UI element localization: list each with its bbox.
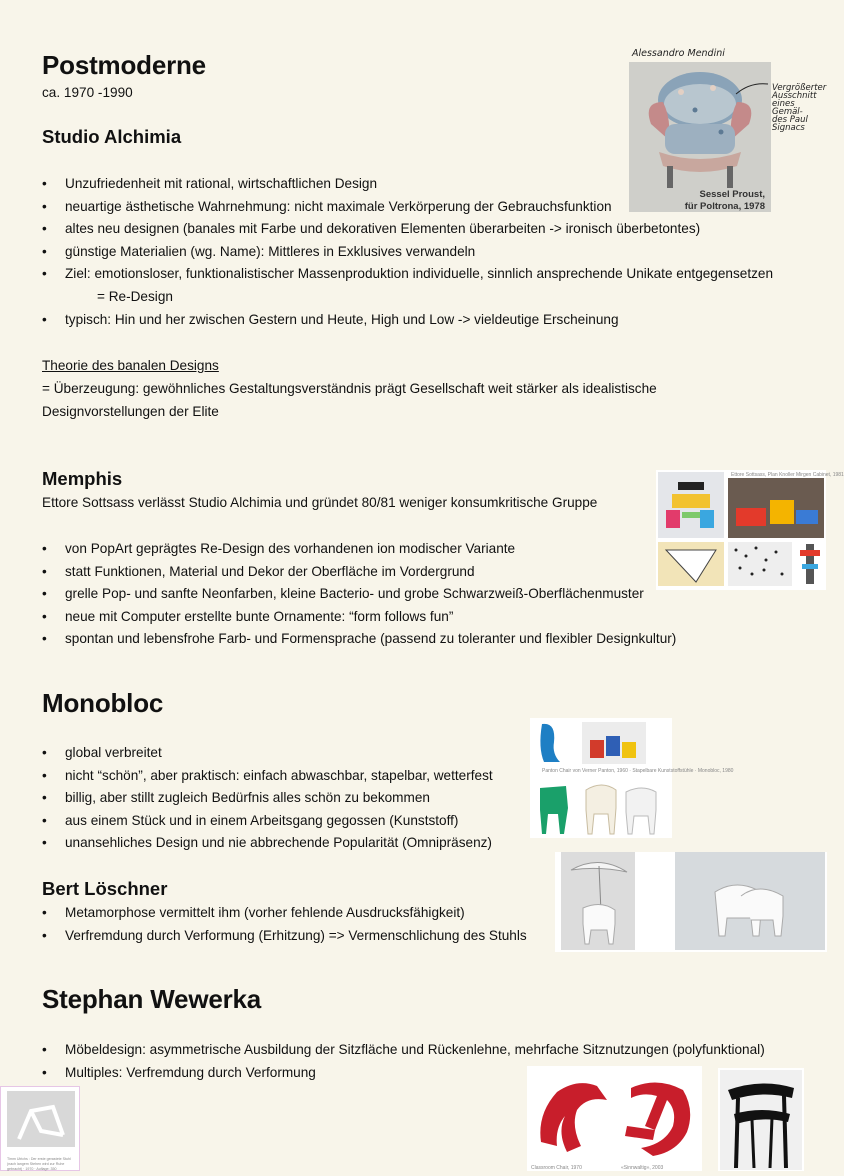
list-item: • Unzufriedenheit mit rational, wirtschaftlichen Design — [42, 173, 773, 196]
wewerka-red-chairs-image — [527, 1066, 702, 1171]
handwritten-note — [772, 84, 828, 132]
list-item-continuation: = Re-Design — [97, 288, 173, 304]
list-item: • Verfremdung durch Verformung (Erhitzung) => Vermenschlichung des Stuhls — [42, 925, 527, 948]
note-line: Ausschnitt — [772, 91, 817, 101]
red-chairs-illustration — [527, 1066, 702, 1162]
note-line: eines Gemäl- — [772, 99, 803, 117]
wewerka-black-chair-image — [718, 1068, 804, 1171]
annotation-arrow-icon — [730, 80, 770, 100]
section-title-alchimia: Studio Alchimia — [42, 126, 182, 147]
theory-text-line-2: Designvorstellungen der Elite — [42, 404, 219, 419]
memphis-bullet-list — [42, 538, 676, 651]
list-item: • typisch: Hin und her zwischen Gestern und Heute, High und Low -> vieldeutige Erscheinung — [42, 309, 773, 332]
list-item: • günstige Materialien (wg. Name): Mittleres in Exklusives verwandeln — [42, 241, 773, 264]
handwritten-designer-name: Alessandro Mendini — [632, 48, 725, 59]
list-item: • neue mit Computer erstellte bunte Ornamente: “form follows fun” — [42, 606, 676, 629]
section-title-monobloc: Monobloc — [42, 688, 164, 718]
theory-text-line-1: = Überzeugung: gewöhnliches Gestaltungsverständnis prägt Gesellschaft weit stärker als idealistische — [42, 381, 657, 396]
note-line: Signacs — [772, 123, 805, 133]
proust-caption-2: für Poltrona, 1978 — [684, 201, 765, 212]
list-item: • von PopArt geprägtes Re-Design des vorhandenen ion modischer Variante — [42, 538, 676, 561]
section-title-wewerka: Stephan Wewerka — [42, 984, 262, 1014]
timm-ulrichs-image — [0, 1086, 80, 1171]
list-item: • Möbeldesign: asymmetrische Ausbildung der Sitzfläche und Rückenlehne, mehrfache Sitznutzungen (polyfunktional) — [42, 1039, 765, 1062]
black-chair-illustration — [718, 1068, 804, 1171]
wewerka-caption-2: «Sinnwaltig», 2003 — [621, 1165, 664, 1171]
list-item: • neuartige ästhetische Wahrnehmung: nicht maximale Verkörperung der Gebrauchsfunktion — [42, 196, 773, 219]
loeschner-illustration — [555, 852, 827, 952]
list-item: • global verbreitet — [42, 742, 493, 765]
monobloc-image-collage — [530, 718, 734, 838]
proust-caption-1: Sessel Proust, — [699, 189, 765, 200]
timm-ulrichs-caption: Timm Ulrichs : Der erste gerastete Stuhl (nach langem Stehen wird zur Ruhe gebracht) · 1970 · Auflage: 350 — [7, 1157, 71, 1171]
list-item: • Metamorphose vermittelt ihm (vorher fehlende Ausdrucksfähigkeit) — [42, 902, 527, 925]
memphis-intro: Ettore Sottsass verlässt Studio Alchimia und gründet 80/81 weniger konsumkritische Gruppe — [42, 495, 598, 510]
section-title-memphis: Memphis — [42, 468, 123, 489]
list-item: • statt Funktionen, Material und Dekor der Oberfläche im Vordergrund — [42, 561, 676, 584]
note-line: Vergrößerter — [772, 83, 827, 93]
loeschner-images — [555, 852, 827, 952]
period-dates: ca. 1970 -1990 — [42, 85, 133, 100]
memphis-image-collage — [656, 470, 844, 590]
list-item: • grelle Pop- und sanfte Neonfarben, kleine Bacterio- und grobe Schwarzweiß-Oberflächenmuster — [42, 583, 676, 606]
list-item: • spontan und lebensfrohe Farb- und Formensprache (passend zu toleranter und flexibler Designkultur) — [42, 628, 676, 651]
wewerka-caption-1: Classroom Chair, 1970 — [531, 1165, 582, 1171]
list-item: • nicht “schön”, aber praktisch: einfach abwaschbar, stapelbar, wetterfest — [42, 765, 493, 788]
list-item: • billig, aber stillt zugleich Bedürfnis alles schön zu bekommen — [42, 787, 493, 810]
monobloc-image-caption: Panton Chair von Verner Panton, 1960 · Stapelbare Kunststoffstühle · Monobloc, 1980 — [542, 768, 734, 774]
memphis-image-caption: Ettore Sottsass, Plan Knoller Mirgen Cabinet, 1981 — [731, 472, 844, 478]
monobloc-collage-illustration — [530, 718, 672, 838]
note-line: des Paul — [772, 115, 808, 125]
bent-chair-illustration — [1, 1087, 79, 1153]
memphis-collage-illustration — [656, 470, 826, 590]
theory-title: Theorie des banalen Designs — [42, 358, 219, 373]
list-item: • altes neu designen (banales mit Farbe und dekorativen Elementen überarbeiten -> ironisch überbetontes) — [42, 218, 773, 241]
list-item: • aus einem Stück und in einem Arbeitsgang gegossen (Kunststoff) — [42, 810, 493, 833]
list-item: • unansehliches Design und nie abbrechende Popularität (Omnipräsenz) — [42, 832, 493, 855]
monobloc-bullet-list — [42, 742, 493, 855]
list-item: • Ziel: emotionsloser, funktionalistischer Massenproduktion individuelle, sinnlich ansprechende Unikate entgegensetzen — [42, 263, 773, 286]
loeschner-bullet-list — [42, 902, 527, 947]
list-item: • Multiples: Verfremdung durch Verformung — [42, 1062, 765, 1085]
section-title-loeschner: Bert Löschner — [42, 878, 168, 899]
page-title: Postmoderne — [42, 50, 206, 80]
